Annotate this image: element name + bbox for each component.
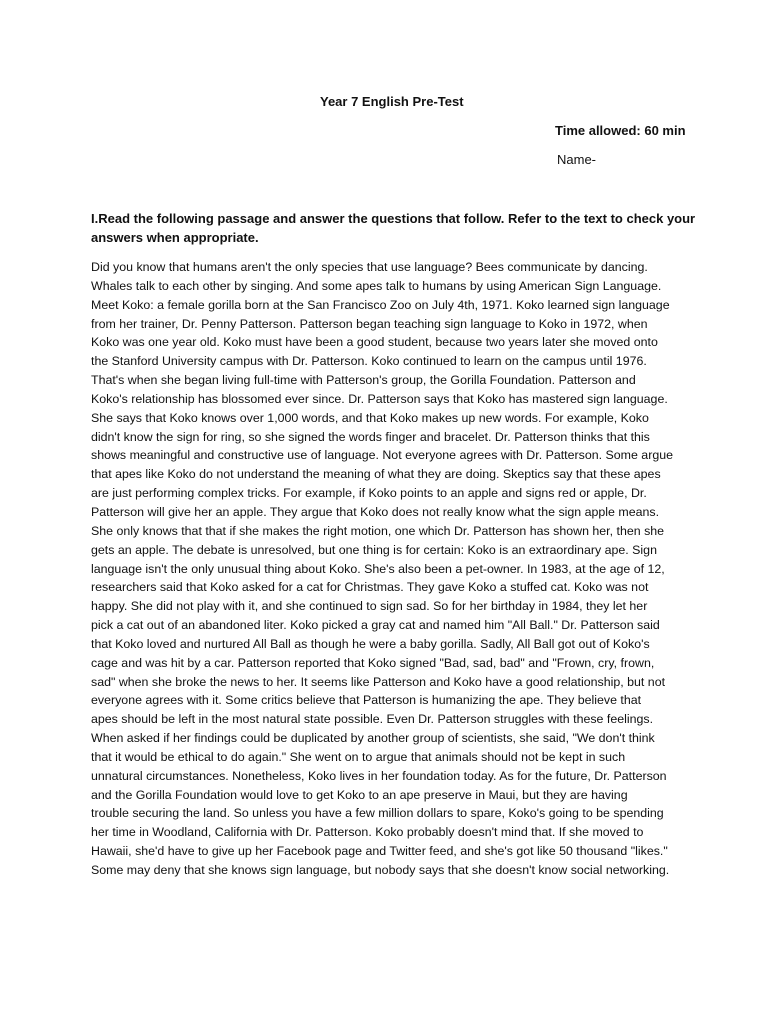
time-allowed: Time allowed: 60 min: [555, 123, 686, 138]
passage-line: Koko's relationship has blossomed ever since. Dr. Patterson says that Koko has mastered sign language.: [91, 391, 668, 406]
passage-line: She only knows that that if she makes the right motion, one which Dr. Patterson has shown her, then she: [91, 523, 665, 538]
passage-line: happy. She did not play with it, and she continued to sign sad. So for her birthday in 1984, they let her: [91, 599, 648, 614]
passage-line: researchers said that Koko asked for a cat for Christmas. They gave Koko a stuffed cat. Koko was not: [91, 580, 649, 595]
passage-line: Hawaii, she'd have to give up her Facebook page and Twitter feed, and she's got like 50 thousand "likes.": [91, 844, 668, 859]
passage-line: didn't know the sign for ring, so she signed the words finger and bracelet. Dr. Patterson thinks that this: [91, 429, 650, 444]
passage-line: language isn't the only unusual thing about Koko. She's also been a pet-owner. In 1983, at the age of 12,: [91, 561, 665, 576]
passage-line: everyone agrees with it. Some critics believe that Patterson is humanizing the ape. They believe that: [91, 693, 642, 708]
instruction-line: answers when appropriate.: [91, 230, 259, 245]
passage-line: shows meaningful and constructive use of language. Not everyone agrees with Dr. Patterson. Some argue: [91, 448, 674, 463]
passage-line: pick a cat out of an abandoned liter. Koko picked a gray cat and named him "All Ball." Dr. Patterson said: [91, 618, 660, 633]
passage-line: When asked if her findings could be duplicated by another group of scientists, she said, "We don't think: [91, 731, 655, 746]
passage-line: Whales talk to each other by singing. And some apes talk to humans by using American Sign Language.: [91, 278, 662, 293]
passage-line: that apes like Koko do not understand the meaning of what they are doing. Skeptics say that these apes: [91, 467, 661, 482]
passage-line: That's when she began living full-time with Patterson's group, the Gorilla Foundation. Patterson and: [91, 373, 636, 388]
reading-passage: [91, 258, 681, 880]
passage-line: She says that Koko knows over 1,000 words, and that Koko makes up new words. For example, Koko: [91, 410, 649, 425]
passage-line: the Stanford University campus with Dr. Patterson. Koko continued to learn on the campus until 1976.: [91, 354, 647, 369]
passage-line: and the Gorilla Foundation would love to get Koko to an ape preserve in Maui, but they are having: [91, 787, 628, 802]
name-label: Name-: [557, 152, 597, 167]
page-title: Year 7 English Pre-Test: [320, 94, 464, 109]
passage-line: Some may deny that she knows sign language, but nobody says that she doesn't know social networking.: [91, 863, 670, 877]
passage-line: gets an apple. The debate is unresolved, but one thing is for certain: Koko is an extraordinary ape. Sign: [91, 542, 657, 557]
passage-line: her time in Woodland, California with Dr. Patterson. Koko probably doesn't mind that. If she moved to: [91, 825, 644, 840]
passage-line: Patterson will give her an apple. They argue that Koko does not really know what the sign apple means.: [91, 504, 660, 519]
passage-line: sad" when she broke the news to her. It seems like Patterson and Koko have a good relationship, but not: [91, 674, 666, 689]
passage-line: trouble securing the land. So unless you have a few million dollars to spare, Koko's going to be spending: [91, 806, 664, 821]
passage-line: that it would be ethical to do again." She went on to argue that animals should not be kept in such: [91, 749, 626, 764]
passage-line: from her trainer, Dr. Penny Patterson. Patterson began teaching sign language to Koko in 1972, when: [91, 316, 648, 331]
passage-line: are just performing complex tricks. For example, if Koko points to an apple and signs red or apple, Dr.: [91, 486, 647, 501]
passage-line: Koko was one year old. Koko must have been a good student, because two years later she moved onto: [91, 335, 658, 350]
passage-line: Meet Koko: a female gorilla born at the San Francisco Zoo on July 4th, 1971. Koko learned sign language: [91, 297, 670, 312]
passage-line: apes should be left in the most natural state possible. Even Dr. Patterson struggles with these feelings.: [91, 712, 654, 727]
instruction-line: I.Read the following passage and answer the questions that follow. Refer to the text to check your: [91, 211, 696, 226]
passage-line: unnatural circumstances. Nonetheless, Koko lives in her foundation today. As for the future, Dr. Patterson: [91, 768, 667, 783]
passage-line: that Koko loved and nurtured All Ball as though he were a baby gorilla. Sadly, All Ball got out of Koko's: [91, 636, 650, 651]
passage-line: Did you know that humans aren't the only species that use language? Bees communicate by dancing.: [91, 260, 648, 274]
instruction-block: [91, 209, 696, 247]
passage-line: cage and was hit by a car. Patterson reported that Koko signed "Bad, sad, bad" and "Frown, cry, frown,: [91, 655, 655, 670]
